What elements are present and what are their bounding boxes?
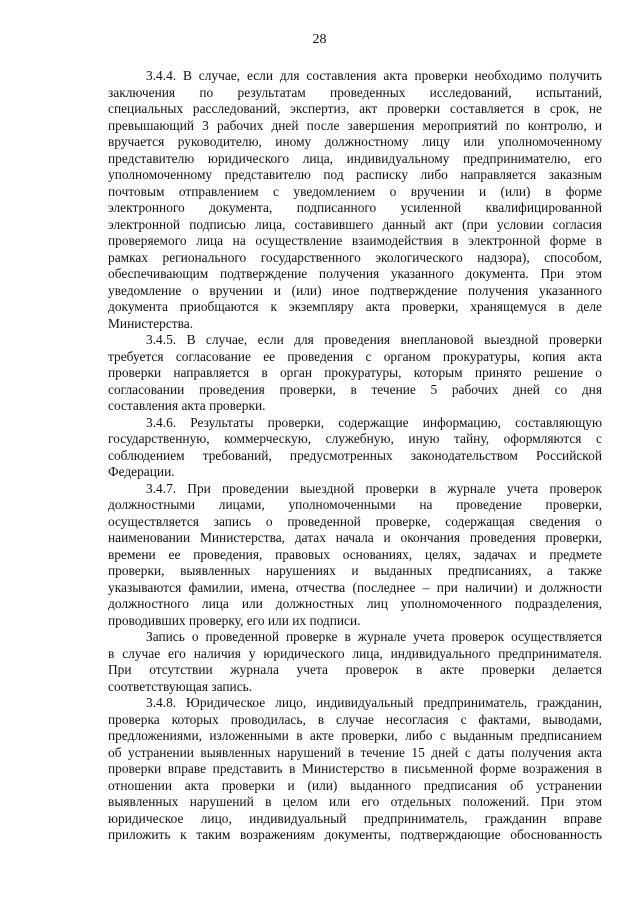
text-line: времени ее проведения, правовых основаниях, целях, задачах и предмете (108, 546, 602, 562)
text-line: соответствующая запись. (108, 678, 253, 694)
paragraph-p-3-4-6 (108, 415, 602, 481)
text-line: 3.4.7. При проведении выездной проверки в журнале учета проверок (146, 480, 602, 496)
text-line: специальных расследований, экспертиз, акт проверки составляется в срок, не (108, 101, 602, 116)
text-line: электронной подписью лица, составившего данный акт (при условии согласия (108, 216, 602, 232)
text-line: отношении акта проверки и (или) выданного предписания об устранении (108, 777, 602, 793)
paragraph-p-3-4-7 (108, 481, 602, 630)
paragraph-p-journal (108, 629, 602, 695)
text-line: предложениями, изложенными в акте проверки, либо с выданным предписанием (108, 728, 602, 743)
text-line: юридическое лицо, индивидуальный предприниматель, гражданин вправе (108, 810, 602, 826)
text-line: Министерства. (108, 315, 194, 331)
text-line: проверка которых проводилась, в случае несогласия с фактами, выводами, (108, 711, 602, 727)
text-line: 3.4.5. В случае, если для проведения внеплановой выездной проверки (146, 332, 602, 347)
page-number: 28 (312, 32, 327, 47)
text-line: проверки, выявленных нарушениях и выданных предписаниях, а также (108, 563, 602, 578)
text-line: рамках регионального государственного экологического надзора), способом, (108, 249, 602, 265)
text-line: уведомление о вручении и (или) иное подтверждение получения указанного (108, 282, 602, 298)
text-line: соблюдением требований, предусмотренных законодательством Российской (108, 447, 602, 463)
text-line: проверяемого лица на осуществление взаимодействия в электронной форме в (108, 233, 602, 248)
text-line: выявленных нарушений в целом или его отдельных положений. При этом (108, 794, 602, 809)
text-line: составления акта проверки. (108, 398, 266, 413)
text-line: превышающий 3 рабочих дней после завершения мероприятий по контролю, и (108, 117, 602, 133)
text-line: в случае его наличия у юридического лица, индивидуального предпринимателя. (108, 645, 602, 661)
text-line: наименовании Министерства, датах начала и окончания проведения проверки, (108, 530, 602, 545)
text-line: 3.4.8. Юридическое лицо, индивидуальный предприниматель, гражданин, (146, 695, 602, 710)
text-line: обеспечивающим подтверждение получения указанного документа. При этом (108, 266, 602, 281)
text-line: 3.4.6. Результаты проверки, содержащие информацию, составляющую (146, 414, 602, 430)
text-line: осуществляется запись о проведенной проверке, содержащая сведения о (108, 513, 602, 529)
text-line: почтовым отправлением с уведомлением о вручении и (или) в форме (108, 183, 602, 199)
text-line: об устранении выявленных нарушений в течение 15 дней с даты получения акта (108, 744, 602, 760)
text-line: должностными лицами, уполномоченными на проведение проверки, (108, 497, 602, 512)
text-line: государственную, коммерческую, служебную, иную тайну, оформляются с (108, 431, 602, 446)
text-line: электронного документа, подписанного усиленной квалифицированной (108, 200, 602, 215)
text-line: приложить к таким возражениям документы, подтверждающие обоснованность (108, 827, 602, 842)
text-line: указываются фамилии, имена, отчества (последнее – при наличии) и должности (108, 579, 602, 595)
text-line: вручается руководителю, иному должностному лицу или уполномоченному (108, 134, 602, 149)
paragraph-p-3-4-8 (108, 695, 602, 844)
text-line: документа приобщаются к экземпляру акта проверки, хранящемуся в деле (108, 299, 602, 314)
paragraph-p-3-4-4 (108, 68, 602, 332)
text-line: 3.4.4. В случае, если для составления акта проверки необходимо получить (146, 68, 602, 83)
text-line: проверки направляется в орган прокуратуры, которым принято решение о (108, 365, 602, 380)
text-line: требуется согласование ее проведения с органом прокуратуры, копия акта (108, 348, 602, 364)
text-line: заключения по результатам проведенных исследований, испытаний, (108, 84, 602, 100)
text-line: проверки вправе представить в Министерство в письменной форме возражения в (108, 761, 602, 776)
text-line: представителю юридического лица, индивидуальному предпринимателю, его (108, 150, 602, 166)
text-line: Запись о проведенной проверке в журнале учета проверок осуществляется (146, 629, 602, 644)
text-line: проводивших проверку, его или их подписи. (108, 612, 361, 628)
text-line: должностного лица или должностных лиц уполномоченного подразделения, (108, 596, 602, 611)
text-line: При отсутствии журнала учета проверок в акте проверки делается (108, 662, 602, 677)
text-line: Федерации. (108, 464, 175, 479)
text-line: согласовании проведения проверки, в течение 5 рабочих дней со дня (108, 381, 602, 397)
text-line: уполномоченному представителю под расписку либо направляется заказным (108, 167, 602, 182)
document-body (108, 68, 602, 844)
paragraph-p-3-4-5 (108, 332, 602, 415)
